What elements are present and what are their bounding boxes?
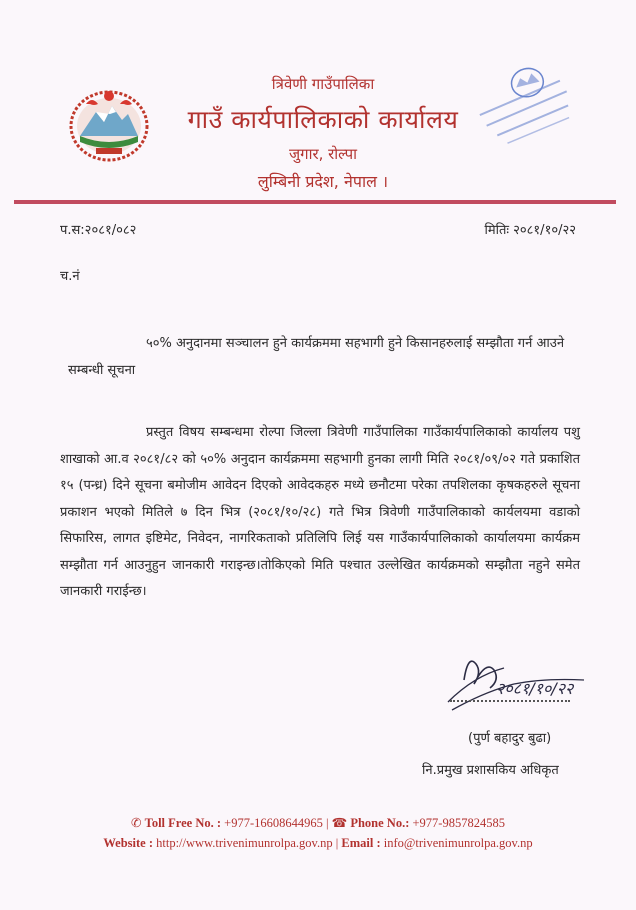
notice-subject: ५०% अनुदानमा सञ्चालन हुने कार्यक्रममा सहभागी हुने किसानहरुलाई सम्झौता गर्न आउने सम्बन्धी सूचना xyxy=(68,336,565,378)
email-label: Email : xyxy=(341,836,381,850)
tollfree-number: +977-16608644965 xyxy=(224,816,323,830)
phone-number: +977-9857824585 xyxy=(412,816,505,830)
footer-web-row xyxy=(0,833,636,853)
notice-body: प्रस्तुत विषय सम्बन्धमा रोल्पा जिल्ला त्रिवेणी गाउँपालिका गाउँकार्यपालिकाको कार्यालय पशु शाखाको आ.व २०८१/८२ को ५०% अनुदान कार्यक्रममा सहभागी हुनका लागी मिति २०८१/०९/०२ गते प्रकाशित १५ (पन्ध्र) दिने सूचना बमोजीम आवेदन दिएको आवेदकहरु मध्ये छनौटमा परेका तपशिलका कृषकहरुले सूचना प्रकाशन भएको मितिले ७ दिन भित्र (२०८१/१०/२८) गते भित्र त्रिवेणी गाउँपालिकाको कार्यलयमा वडाको सिफारिस, लागत इष्टिमेट, निवेदन, नागरिकताको प्रतिलिपि लिई यस गाउँकार्यपालिकाको कार्यालयमा कार्यक्रम सम्झौता गर्न आउनुहुन जानकारी गराइन्छ।तोकिएको मिति पश्चात उल्लेखित कार्यक्रमको सम्झौता नहुने समेत जानकारी गराईन्छ। xyxy=(60,425,580,599)
footer-phone-row xyxy=(0,813,636,833)
letter-date: मितिः २०८१/१०/२२ xyxy=(484,223,576,238)
handwritten-signature xyxy=(434,640,594,730)
dispatch-number: च.नं xyxy=(60,269,80,284)
phone-icon: ☎ xyxy=(331,816,348,830)
office-location: जुगार, रोल्पा xyxy=(289,145,357,163)
office-province: लुम्बिनी प्रदेश, नेपाल । xyxy=(257,172,389,191)
reference-number: प.स:२०८१/०८२ xyxy=(60,223,137,238)
footer-separator: | xyxy=(335,836,342,850)
website-link[interactable]: http://www.trivenimunrolpa.gov.np xyxy=(156,836,333,850)
signatory-name: (पुर्ण बहादुर बुढा) xyxy=(468,731,552,746)
signature-line xyxy=(450,700,570,702)
signatory-title: नि.प्रमुख प्रशासकिय अधिकृत xyxy=(422,763,559,778)
website-label: Website : xyxy=(103,836,154,850)
header-divider xyxy=(14,200,616,204)
email-link[interactable]: info@trivenimunrolpa.gov.np xyxy=(383,836,533,850)
contact-footer xyxy=(0,813,636,853)
footer-separator: | xyxy=(326,816,332,830)
phone-label: Phone No.: xyxy=(350,816,410,830)
office-seal-stamp xyxy=(474,60,574,144)
tollfree-icon: ✆ xyxy=(131,816,142,830)
signature-date: २०८१/१०/२२ xyxy=(496,679,574,698)
office-title: गाउँ कार्यपालिकाको कार्यालय xyxy=(187,105,459,134)
municipality-name: त्रिवेणी गाउँपालिका xyxy=(271,75,375,93)
tollfree-label: Toll Free No. : xyxy=(144,816,222,830)
